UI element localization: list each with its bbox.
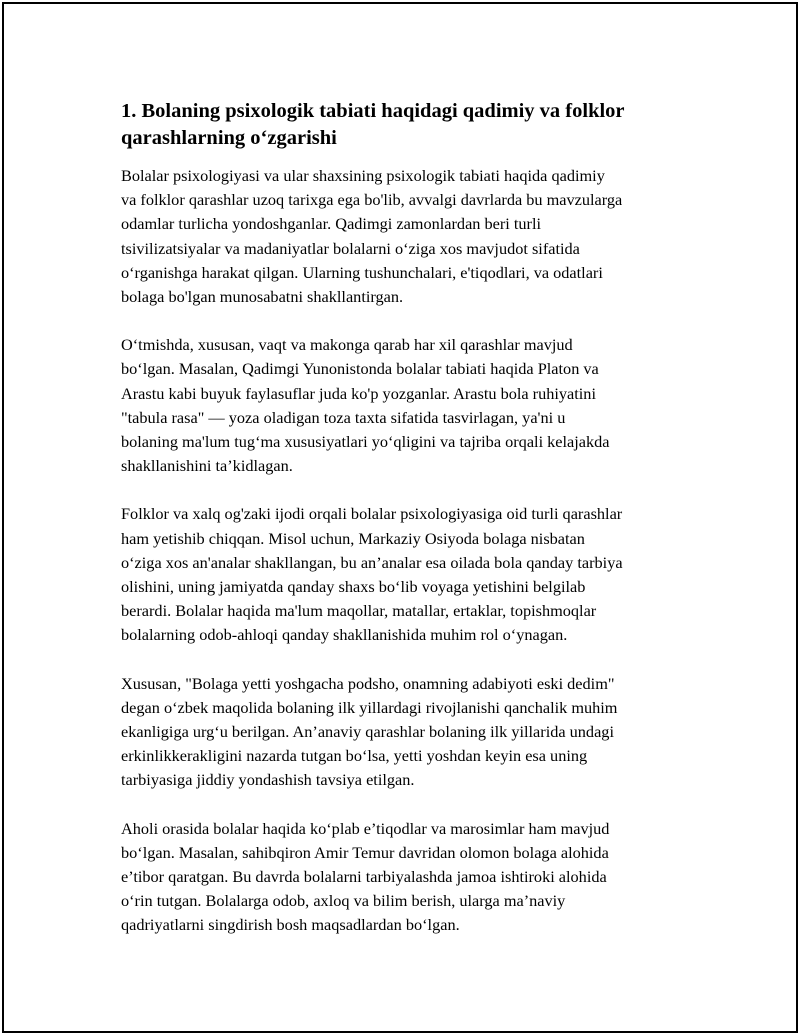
section-heading: 1. Bolaning psixologik tabiati haqidagi qadimiy va folklor qarashlarning o‘zgarishi — [121, 100, 625, 149]
paragraph-1: Bolalar psixologiyasi va ular shaxsining psixologik tabiati haqida qadimiy va folklor qarashlar uzoq tarixga ega bo'lib, avvalgi davrlarda bu mavzularga odamlar turlicha yondoshganlar. Qadimgi zamonlardan beri turli tsivilizatsiyalar va madaniyatlar bolalarni o‘ziga xos mavjudot sifatida o‘rganishga harakat qilgan. Ularning tushunchalari, e'tiqodlari, va odatlari bolaga bo'lgan munosabatni shakllantirgan. — [121, 166, 623, 307]
paragraph-3: Folklor va xalq og'zaki ijodi orqali bolalar psixologiyasiga oid turli qarashlar ham yetishib chiqqan. Misol uchun, Markaziy Osiyoda bolaga nisbatan o‘ziga xos an'analar shakllangan, bu an’analar esa oilada bola qanday tarbiya olishini, uning jamiyatda qanday shaxs bo‘lib voyaga yetishini belgilab berardi. Bolalar haqida ma'lum maqollar, matallar, ertaklar, topishmoqlar bolalarning odob-ahloqi qanday shakllanishida muhim rol o‘ynagan. — [121, 504, 623, 645]
paragraph-2: O‘tmishda, xususan, vaqt va makonga qarab har xil qarashlar mavjud bo‘lgan. Masalan, Qadimgi Yunonistonda bolalar tabiati haqida Platon va Arastu kabi buyuk faylasuflar juda ko'p yozganlar. Arastu bola ruhiyatini "tabula rasa" — yoza oladigan toza taxta sifatida tasvirlagan, ya'ni u bolaning ma'lum tug‘ma xususiyatlari yo‘qligini va tajriba orqali kelajakda shakllanishini ta’kidlagan. — [121, 335, 610, 476]
paragraph-5: Aholi orasida bolalar haqida ko‘plab e’tiqodlar va marosimlar ham mavjud bo‘lgan. Masalan, sahibqiron Amir Temur davridan olomon bolaga alohida e’tibor qaratgan. Bu davrda bolalarni tarbiyalashda jamoa ishtiroki alohida o‘rin tutgan. Bolalarga odob, axloq va bilim berish, ularga ma’naviy qadriyatlarni singdirish bosh maqsadlardan bo‘lgan. — [121, 818, 610, 935]
page-frame — [2, 2, 798, 1033]
paragraph-4: Xususan, "Bolaga yetti yoshgacha podsho, onamning adabiyoti eski dedim" degan o‘zbek maqolida bolaning ilk yillardagi rivojlanishi qanchalik muhim ekanligiga urg‘u berilgan. An’anaviy qarashlar bolaning ilk yillarida undagi erkinlikkerakligini nazarda tutgan bo‘lsa, yetti yoshdan keyin esa uning tarbiyasiga jiddiy yondashish tavsiya etilgan. — [121, 673, 618, 790]
document-content — [121, 98, 696, 962]
